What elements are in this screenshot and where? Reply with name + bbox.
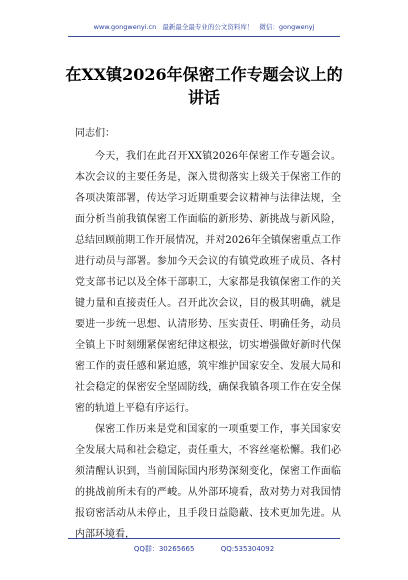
footer-divider xyxy=(68,538,340,539)
page-header xyxy=(0,22,408,31)
salutation: 同志们： xyxy=(75,128,115,139)
paragraph-1: 今天，我们在此召开XX镇2026年保密工作专题会议。本次会议的主要任务是，深入贯彻落实上级关于保密工作的各项决策部署，传达学习近期重要会议精神与法律法规，全面分析当前我镇保密工作面临的新形势、新挑战与新风险，总结回顾前期工作开展情况，并对2026年全镇保密重点工作进行动员与部署。参加今天会议的有镇党政班子成员、各村党支部书记以及全体干部职工，大家都是我镇保密工作的关键力量和直接责任人。召开此次会议，目的极其明确，就是要进一步统一思想、认清形势、压实责任、明确任务，动员全镇上下时刻绷紧保密纪律这根弦，切实增强做好新时代保密工作的责任感和紧迫感，筑牢维护国家安全、发展大局和社会稳定的保密安全坚固防线，确保我镇各项工作在安全保密的轨道上平稳有序运行。 xyxy=(75,151,341,414)
document-body xyxy=(75,123,341,545)
site-slogan: 最新最全最专业的公文资料库！ xyxy=(162,23,254,31)
qq-contact: QQ:535304092 xyxy=(220,545,275,553)
paragraph-2: 保密工作历来是党和国家的一项重要工作，事关国家安全发展大局和社会稳定，责任重大，不容丝毫松懈。我们必须清醒认识到，当前国际国内形势深刻变化，保密工作面临的挑战前所未有的严峻。从外部环境看，敌对势力对我国情报窃密活动从未停止，且手段日益隐蔽、技术更加先进。从内部环境看， xyxy=(75,424,341,540)
qq-group: QQ群：30265665 xyxy=(133,545,195,553)
site-link[interactable]: www.gongwenyi.cn xyxy=(93,23,157,31)
wechat-contact: 微信：gongwenyj xyxy=(259,23,315,31)
document-title: 在XX镇2026年保密工作专题会议上的讲话 xyxy=(65,65,343,107)
header-divider xyxy=(68,36,340,37)
page-footer xyxy=(0,544,408,554)
